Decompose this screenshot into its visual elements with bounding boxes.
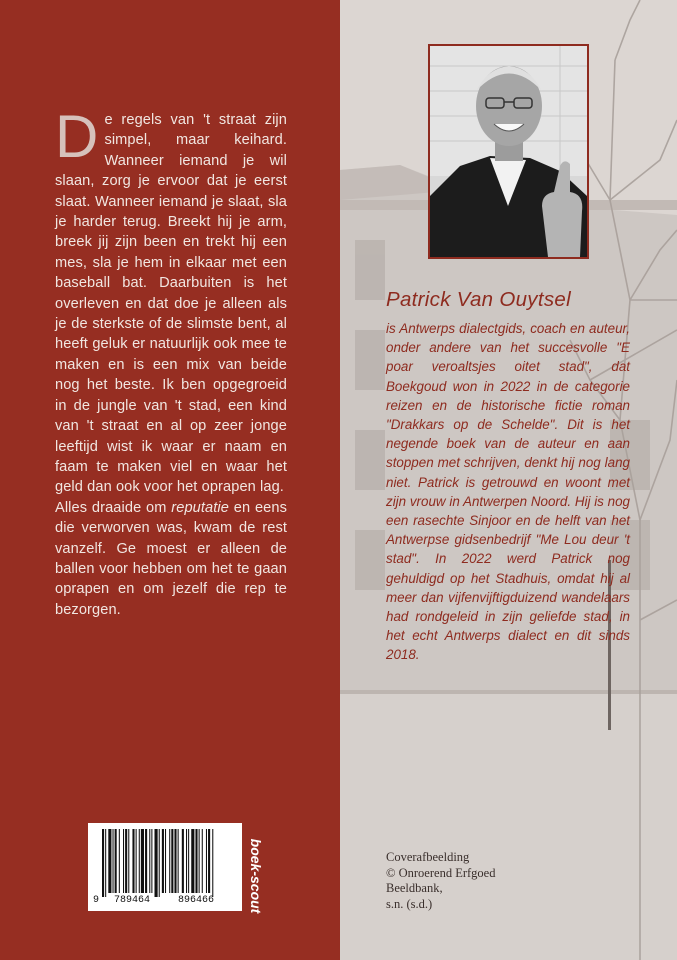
barcode-bar [202,829,203,893]
barcode-bar [195,829,197,893]
barcode-bar [145,829,147,893]
back-cover-blurb [55,103,287,620]
blurb-emphasis: reputatie [171,499,229,516]
barcode-bar [151,829,152,893]
barcode-bar [149,829,150,893]
barcode-bar [119,829,120,893]
barcode-bar [108,829,111,893]
credit-line-3: Beeldbank, [386,881,443,895]
barcode-bar [102,829,104,897]
author-bio-text: is Antwerps dialectgids, coach en auteur, onder andere van het succesvolle "E poar veroaltsjes oitet stad", dat Boekgoud won in 2022 in de categorie reizen en de historische fictie roman "Drakkars op de Schelde". Dit is het negende boek van de auteur en aan stoppen met schrijven, denkt hij nog lang niet. Patrick is getrouwd en woont met zijn vrouw in Antwerpen Noord. Hij is nog een rasechte Sinjoor en de helft van het Antwerpse gidsenbedrijf "Me Lou deur 't stad". In 2022 werd Patrick nog gehuldigd op het Stadhuis, omdat hij al meer dan vijfenvijftigduizend wandelaars had rondgeleid in zijn geliefde stad, in het echt Antwerps dialect en dit sinds 2018. [386,321,630,663]
publisher-logo: boek-scout [248,838,264,914]
author-name: Patrick Van Ouytsel [386,288,571,311]
blurb-paragraph-2 [55,498,287,620]
barcode-bar [182,829,184,893]
blurb-paragraph-1-text: e regels van 't straat zijn simpel, maar keihard. Wanneer iemand je wil slaan, zorg je ervoor dat je eerst slaat. Wanneer iemand je slaat, sla je harder terug. Breekt hij je arm, breek jij zijn been en trekt hij een mes, sla je hem in elkaar met een baseball bat. Daarbuiten is het overleven en dat doe je alleen als je de sterkste of de slimste bent, al heeft geluk er natuurlijk ook mee te maken en is een mix van beide nog het beste. Ik ben opgegroeid in de jungle van 't stad, een kind van 't straat en al op zeer jonge leeftijd wist ik waar er naam en faam te maken viel en waar het geld dan ook voor het oprapen lag. [55,112,287,496]
credit-line-2: © Onroerend Erfgoed [386,865,496,880]
right-panel [340,0,677,960]
barcode-bar [206,829,207,893]
barcode-bar [136,829,137,893]
barcode-bar [165,829,166,893]
barcode-bar [155,829,158,897]
blurb-paragraph-2-end: en eens die verworven was, kwam de rest vanzelf. Ge moest er alleen de ballen voor hebben om het te gaan oprapen en om jezelf die rep te bezorgen. [55,499,287,618]
barcode-bar [105,829,106,897]
barcode-bars [88,823,242,897]
barcode-bar [171,829,173,893]
barcode-bar [162,829,164,893]
credit-line-1: Coverafbeelding [386,850,470,864]
barcode-bar [174,829,176,893]
barcode-bar [113,829,114,893]
barcode-bar [132,829,134,893]
credit-line-4: s.n. (s.d.) [386,896,433,911]
barcode-bar [186,829,187,893]
author-photo [428,44,589,259]
author-bio [386,288,630,665]
blurb-paragraph-1 [55,103,287,498]
barcode-bar [141,829,144,893]
barcode-bar [159,829,160,897]
barcode-bar [125,829,127,893]
barcode-digit-first: 9 [93,895,100,906]
barcode-bar [188,829,189,893]
barcode-bar [115,829,117,893]
author-portrait-image [430,46,587,257]
barcode-bar [208,829,210,893]
barcode-digits [88,895,242,909]
barcode-bar [128,829,129,893]
cover-image-credit [386,850,546,912]
blurb-paragraph-2-start: Alles draaide om [55,499,172,516]
barcode-bar [212,829,213,897]
isbn-barcode [88,823,242,911]
drop-cap: D [55,103,99,170]
barcode-group-1: 789464 [114,895,151,906]
barcode-bar [178,829,179,893]
barcode-group-2: 896466 [178,895,215,906]
barcode-bar [191,829,194,893]
barcode-bar [169,829,170,893]
barcode-bar [123,829,124,893]
barcode-bar [199,829,200,893]
barcode-bar [139,829,140,893]
